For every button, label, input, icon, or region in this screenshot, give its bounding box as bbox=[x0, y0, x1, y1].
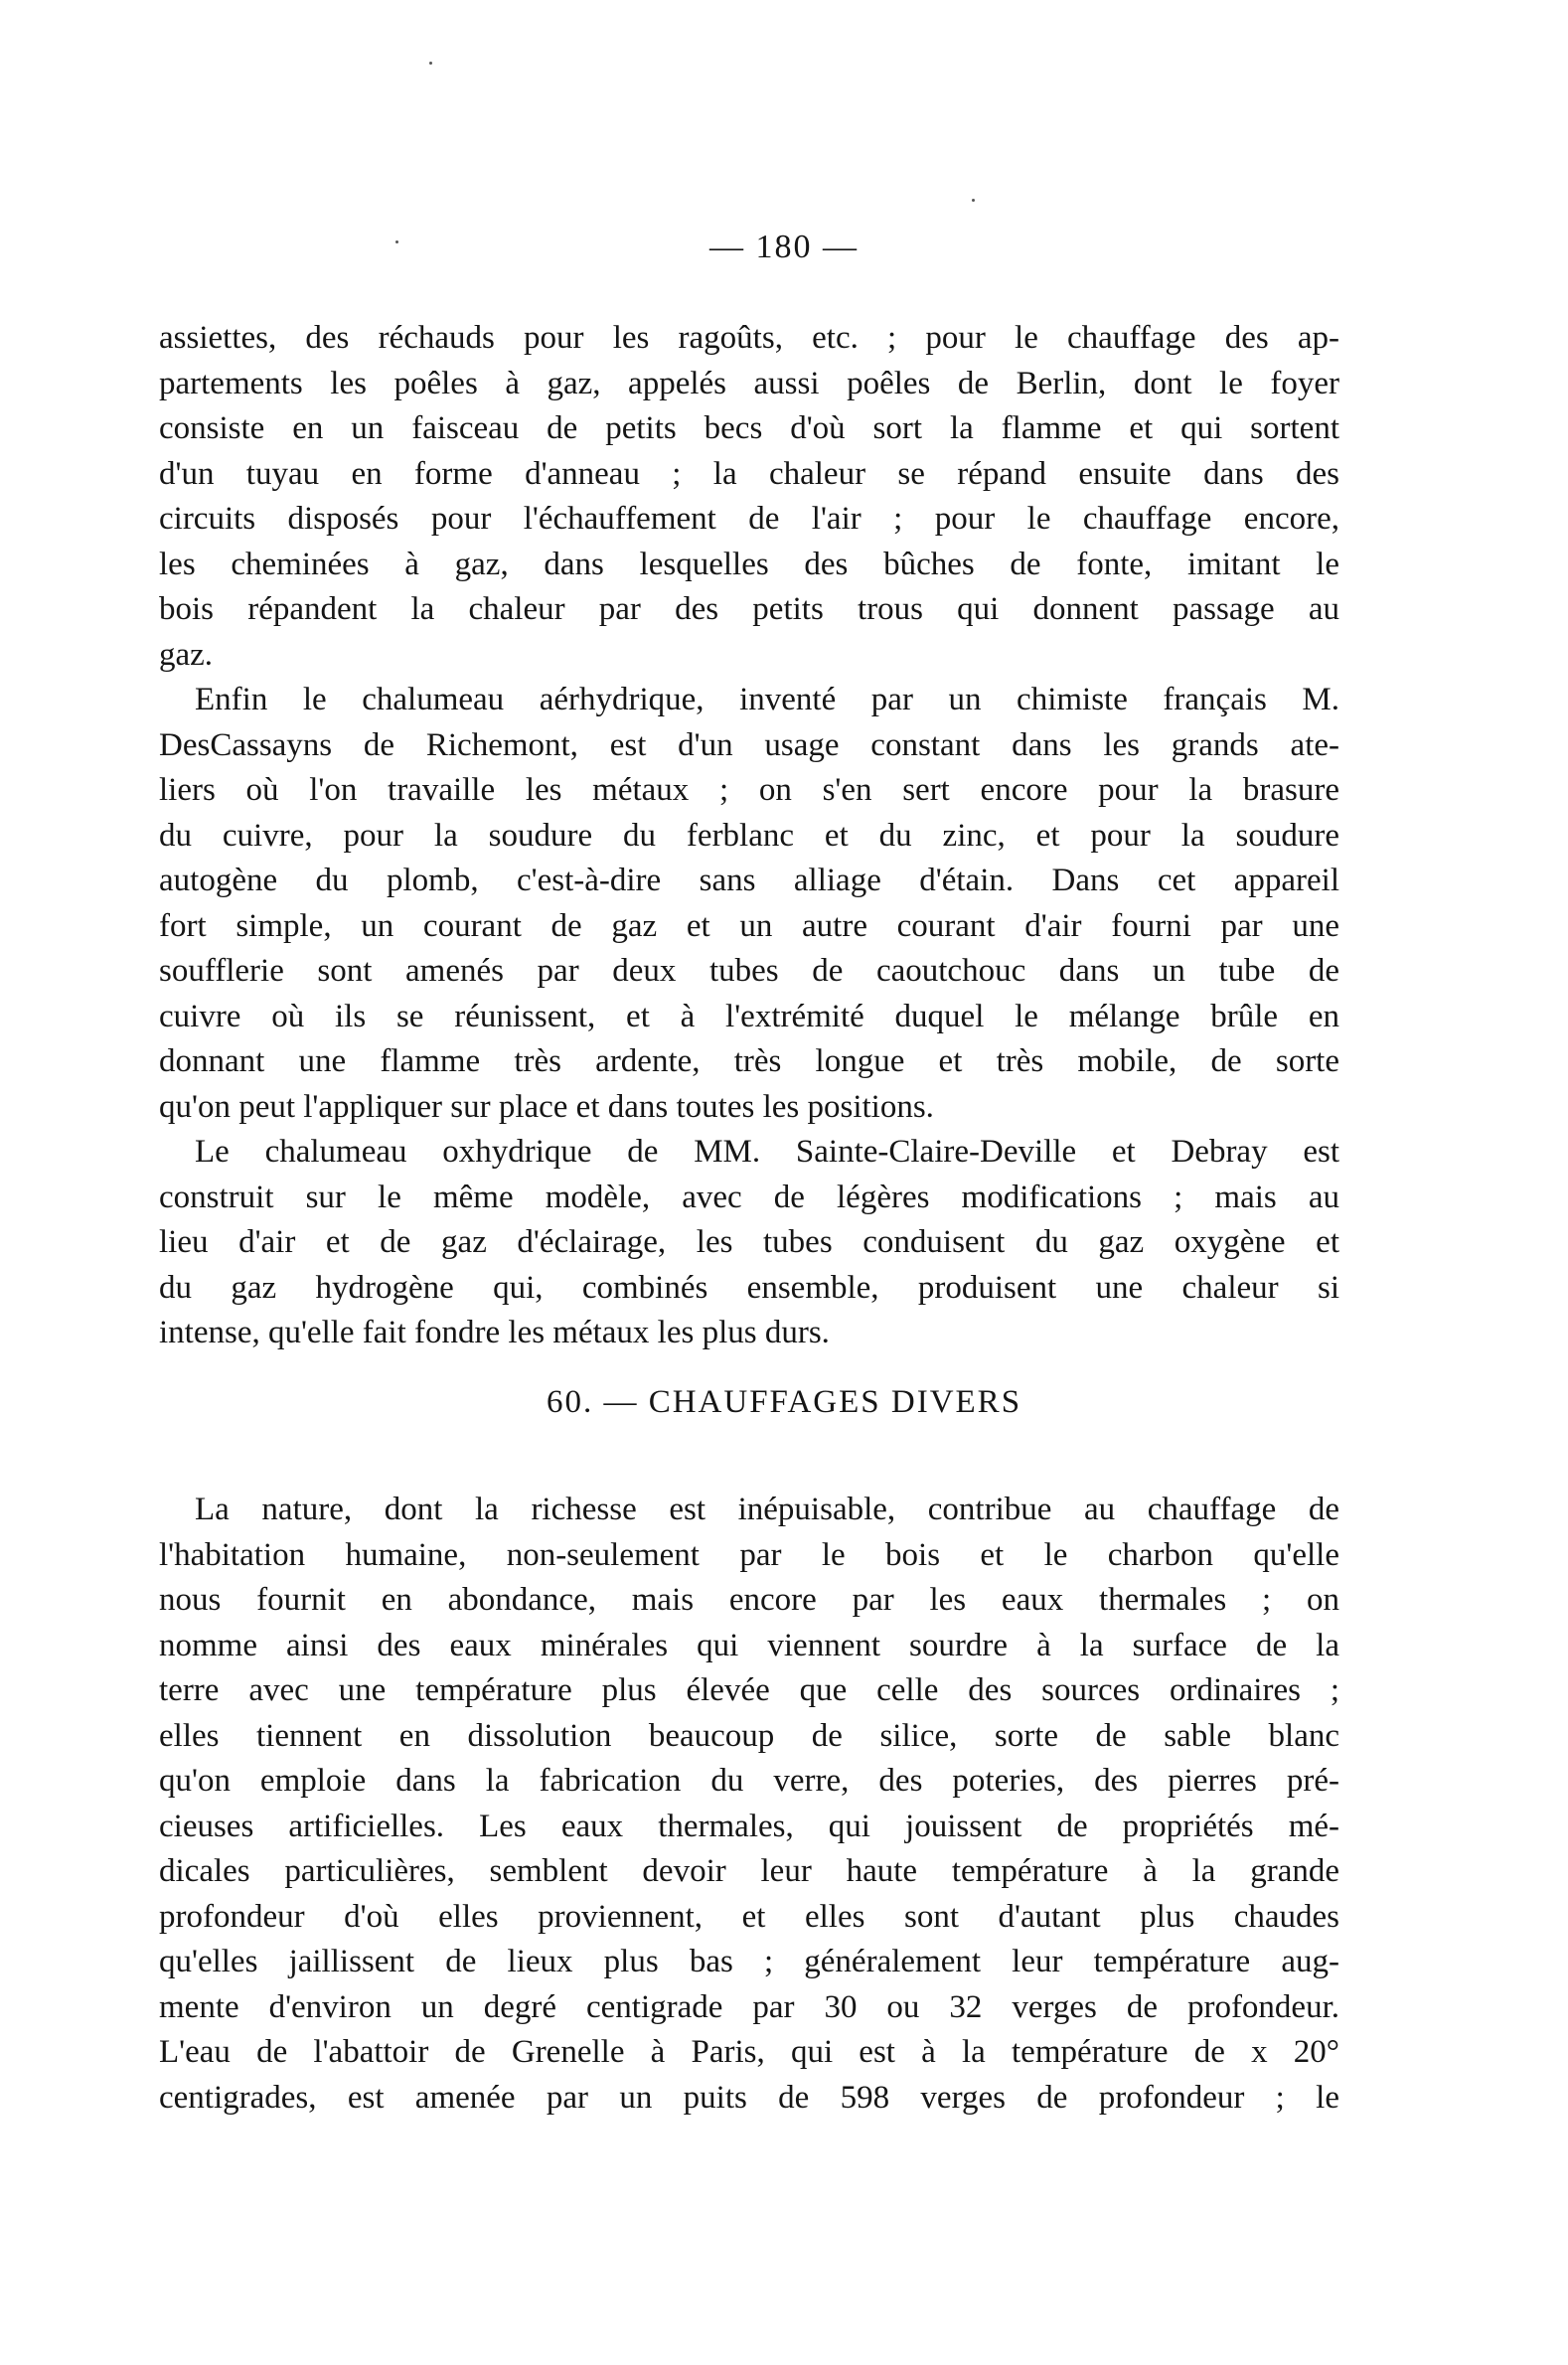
text-line: mente d'environ un degré centigrade par 30 ou 32 verges de profondeur. bbox=[159, 1988, 1339, 2025]
text-line: l'habitation humaine, non-seulement par le bois et le charbon qu'elle bbox=[159, 1536, 1339, 1573]
text-line: Enfin le chalumeau aérhydrique, inventé par un chimiste français M. bbox=[195, 682, 1339, 717]
text-line: profondeur d'où elles proviennent, et elles sont d'autant plus chaudes bbox=[159, 1898, 1339, 1935]
text-line: bois répandent la chaleur par des petits trous qui donnent passage au bbox=[159, 591, 1339, 627]
text-line: nous fournit en abondance, mais encore par les eaux thermales ; on bbox=[159, 1582, 1339, 1618]
text-line: d'un tuyau en forme d'anneau ; la chaleur se répand ensuite dans des bbox=[159, 455, 1339, 492]
text-line: autogène du plomb, c'est-à-dire sans alliage d'étain. Dans cet appareil bbox=[159, 863, 1339, 898]
text-line: qu'on peut l'appliquer sur place et dans toutes les positions. bbox=[159, 1088, 934, 1125]
text-line: La nature, dont la richesse est inépuisable, contribue au chauffage de bbox=[195, 1492, 1339, 1527]
page-speck bbox=[972, 199, 975, 202]
text-line: du gaz hydrogène qui, combinés ensemble, produisent une chaleur si bbox=[159, 1269, 1339, 1306]
text-line: DesCassayns de Richemont, est d'un usage constant dans les grands ate- bbox=[159, 726, 1339, 763]
text-line: partements les poêles à gaz, appelés aussi poêles de Berlin, dont le foyer bbox=[159, 365, 1339, 401]
text-line: cieuses artificielles. Les eaux thermales, qui jouissent de propriétés mé- bbox=[159, 1808, 1339, 1844]
text-line: intense, qu'elle fait fondre les métaux les plus durs. bbox=[159, 1315, 830, 1350]
text-line: soufflerie sont amenés par deux tubes de caoutchouc dans un tube de bbox=[159, 953, 1339, 989]
paragraphs-block-2 bbox=[159, 1488, 1339, 2121]
text-line: circuits disposés pour l'échauffement de l'air ; pour le chauffage encore, bbox=[159, 501, 1339, 537]
text-line: cuivre où ils se réunissent, et à l'extrémité duquel le mélange brûle en bbox=[159, 998, 1339, 1034]
text-line: Le chalumeau oxhydrique de MM. Sainte-Claire-Deville et Debray est bbox=[195, 1134, 1339, 1170]
text-line: dicales particulières, semblent devoir leur haute température à la grande bbox=[159, 1853, 1339, 1889]
text-line: liers où l'on travaille les métaux ; on s'en sert encore pour la brasure bbox=[159, 772, 1339, 808]
page-number: — 180 — bbox=[709, 229, 859, 265]
text-line: qu'elles jaillissent de lieux plus bas ; généralement leur température aug- bbox=[159, 1944, 1339, 1979]
text-line: elles tiennent en dissolution beaucoup de silice, sorte de sable blanc bbox=[159, 1717, 1339, 1754]
text-line: consiste en un faisceau de petits becs d'où sort la flamme et qui sortent bbox=[159, 410, 1339, 446]
page-speck bbox=[429, 62, 432, 65]
text-line: L'eau de l'abattoir de Grenelle à Paris, qui est à la température de x 20° bbox=[159, 2034, 1339, 2070]
text-line: qu'on emploie dans la fabrication du verre, des poteries, des pierres pré- bbox=[159, 1763, 1339, 1799]
text-line: gaz. bbox=[159, 636, 214, 673]
text-line: les cheminées à gaz, dans lesquelles des bûches de fonte, imitant le bbox=[159, 546, 1339, 582]
text-line: construit sur le même modèle, avec de légères modifications ; mais au bbox=[159, 1179, 1339, 1215]
section-heading: 60. — CHAUFFAGES DIVERS bbox=[546, 1384, 1022, 1420]
text-line: fort simple, un courant de gaz et un autre courant d'air fourni par une bbox=[159, 907, 1339, 944]
text-line: nomme ainsi des eaux minérales qui viennent sourdre à la surface de la bbox=[159, 1627, 1339, 1663]
text-line: lieu d'air et de gaz d'éclairage, les tubes conduisent du gaz oxygène et bbox=[159, 1224, 1339, 1260]
text-line: terre avec une température plus élevée que celle des sources ordinaires ; bbox=[159, 1672, 1339, 1708]
text-line: centigrades, est amenée par un puits de 598 verges de profondeur ; le bbox=[159, 2079, 1339, 2116]
text-line: donnant une flamme très ardente, très longue et très mobile, de sorte bbox=[159, 1043, 1339, 1079]
text-line: du cuivre, pour la soudure du ferblanc et du zinc, et pour la soudure bbox=[159, 817, 1339, 854]
paragraphs-block-1 bbox=[159, 316, 1339, 1356]
text-line: assiettes, des réchauds pour les ragoûts, etc. ; pour le chauffage des ap- bbox=[159, 320, 1339, 356]
